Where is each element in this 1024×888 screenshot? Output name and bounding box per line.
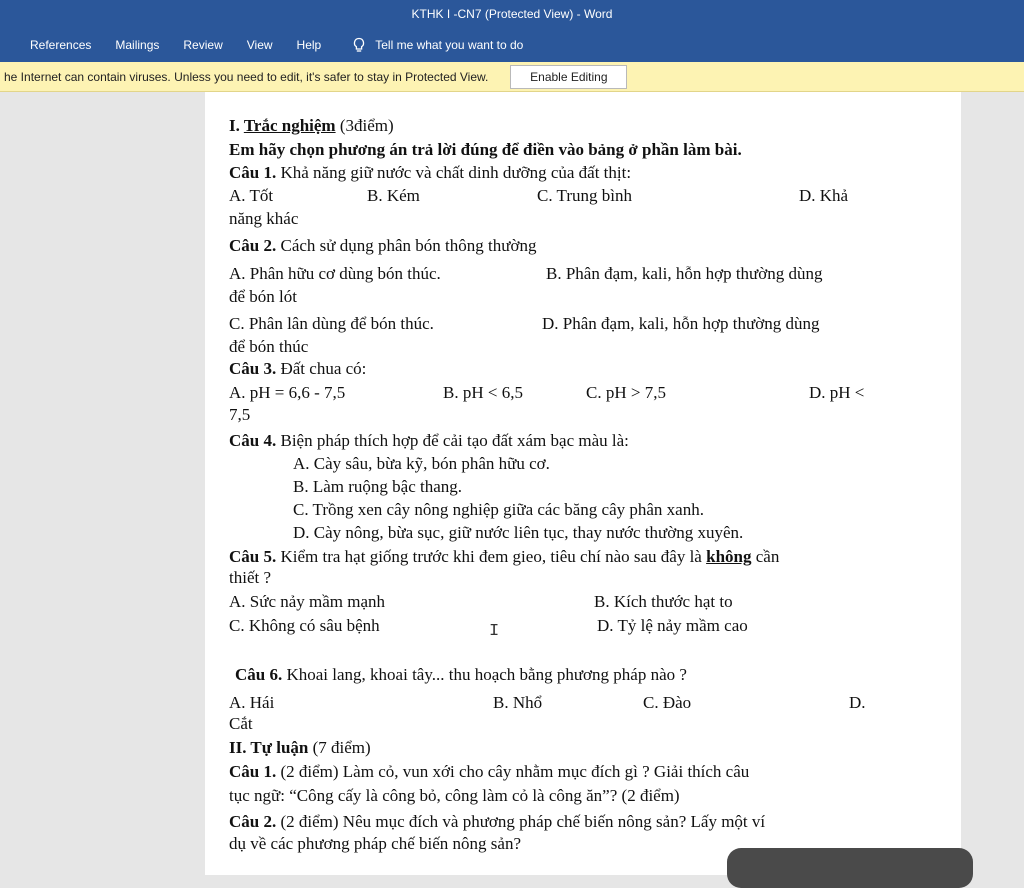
tell-me-search[interactable] <box>351 37 523 53</box>
q5-text-before: Kiểm tra hạt giống trước khi đem gieo, tiêu chí nào sau đây là <box>280 547 702 566</box>
q3-option-d: D. pH < <box>809 383 865 402</box>
q4-option-b: B. Làm ruộng bậc thang. <box>293 477 463 496</box>
q2-option-b-cont: để bón lót <box>229 287 297 306</box>
q4-option-c: C. Trồng xen cây nông nghiệp giữa các băng cây phân xanh. <box>293 500 704 519</box>
floating-overlay-pill <box>727 848 973 888</box>
essay-1-stem <box>229 762 749 782</box>
q5-stem <box>229 547 779 567</box>
q5-stem-cont: thiết ? <box>229 568 272 587</box>
tab-review[interactable]: Review <box>183 38 223 52</box>
section-2-title: II. Tự luận <box>229 738 309 757</box>
tab-mailings[interactable]: Mailings <box>115 38 160 52</box>
q4-label: Câu 4. <box>229 431 277 450</box>
q1-option-d: D. Khả <box>799 186 849 205</box>
q4-option-d: D. Cày nông, bừa sục, giữ nước liên tục, thay nước thường xuyên. <box>293 523 744 542</box>
q3-option-c: C. pH > 7,5 <box>586 383 666 402</box>
q3-label: Câu 3. <box>229 359 277 378</box>
q2-option-d-cont: để bón thúc <box>229 337 309 356</box>
q2-option-b: B. Phân đạm, kali, hỗn hợp thường dùng <box>546 264 823 283</box>
q3-stem <box>229 359 366 379</box>
ribbon-tab-bar <box>0 28 1024 62</box>
q5-text-emphasis: không <box>706 547 752 566</box>
essay-1-text: (2 điểm) Làm cỏ, vun xới cho cây nhằm mục đích gì ? Giải thích câu <box>276 762 750 781</box>
q6-label: Câu 6. <box>235 665 283 684</box>
essay-1-label: Câu 1. <box>229 762 277 781</box>
protected-view-bar <box>0 62 1024 92</box>
q1-label: Câu 1. <box>229 163 277 182</box>
q2-text: Cách sử dụng phân bón thông thường <box>280 236 537 255</box>
instruction: Em hãy chọn phương án trả lời đúng để điền vào bảng ở phần làm bài. <box>229 140 742 159</box>
q1-text: Khả năng giữ nước và chất dinh dưỡng của đất thịt: <box>280 163 632 182</box>
q1-option-c: C. Trung bình <box>537 186 632 205</box>
section-2-heading <box>229 738 371 758</box>
essay-2-stem <box>229 812 765 832</box>
q3-option-d-cont: 7,5 <box>229 405 251 424</box>
q6-option-a: A. Hái <box>229 693 275 712</box>
q1-option-a: A. Tốt <box>229 186 274 205</box>
tab-view[interactable]: View <box>246 38 273 52</box>
q5-label: Câu 5. <box>229 547 277 566</box>
q5-option-d: D. Tỷ lệ nảy mầm cao <box>597 616 748 635</box>
section-1-title: Trắc nghiệm <box>243 116 336 135</box>
q2-stem <box>229 236 536 256</box>
q2-option-a: A. Phân hữu cơ dùng bón thúc. <box>229 264 441 283</box>
essay-2-cont: dụ về các phương pháp chế biến nông sản? <box>229 834 521 853</box>
q6-option-c: C. Đào <box>643 693 692 712</box>
q5-text-after: cần <box>755 547 780 566</box>
q6-option-b: B. Nhổ <box>493 693 543 712</box>
document-page[interactable] <box>205 92 961 875</box>
window-title-bar <box>0 0 1024 28</box>
tab-references[interactable]: References <box>30 38 92 52</box>
essay-2-label: Câu 2. <box>229 812 277 831</box>
section-1-number: I. <box>229 116 240 135</box>
tab-help[interactable]: Help <box>296 38 322 52</box>
q3-option-a: A. pH = 6,6 - 7,5 <box>229 383 346 402</box>
window-title: KTHK I -CN7 (Protected View) - Word <box>411 7 613 21</box>
essay-1-cont: tục ngữ: “Công cấy là công bỏ, công làm cỏ là công ăn”? (2 điểm) <box>229 786 680 805</box>
section-1-points: (3điểm) <box>339 116 394 135</box>
q6-stem <box>235 665 687 685</box>
q2-label: Câu 2. <box>229 236 277 255</box>
q6-option-d-cont: Cắt <box>229 714 253 733</box>
text-cursor-icon: I <box>489 622 500 641</box>
q3-text: Đất chua có: <box>280 359 367 378</box>
section-2-points: (7 điểm) <box>312 738 371 757</box>
q5-option-b: B. Kích thước hạt to <box>594 592 733 611</box>
q2-option-c: C. Phân lân dùng để bón thúc. <box>229 314 434 333</box>
q3-option-b: B. pH < 6,5 <box>443 383 523 402</box>
enable-editing-button[interactable]: Enable Editing <box>510 65 627 89</box>
q2-option-d: D. Phân đạm, kali, hỗn hợp thường dùng <box>542 314 820 333</box>
protected-view-message: he Internet can contain viruses. Unless you need to edit, it's safer to stay in Protected View. <box>4 69 489 84</box>
q4-stem <box>229 431 629 451</box>
q1-option-b: B. Kém <box>367 186 420 205</box>
q4-text: Biện pháp thích hợp để cải tạo đất xám bạc màu là: <box>280 431 629 450</box>
essay-2-text: (2 điểm) Nêu mục đích và phương pháp chế biến nông sản? Lấy một ví <box>276 812 766 831</box>
section-1-heading <box>229 116 394 136</box>
q4-option-a: A. Cày sâu, bừa kỹ, bón phân hữu cơ. <box>293 454 550 473</box>
q1-stem <box>229 163 631 183</box>
q6-text: Khoai lang, khoai tây... thu hoạch bằng phương pháp nào ? <box>286 665 687 684</box>
q6-option-d: D. <box>849 693 866 712</box>
q5-option-c: C. Không có sâu bệnh <box>229 616 380 635</box>
q1-option-d-cont: năng khác <box>229 209 299 228</box>
lightbulb-icon <box>351 37 367 53</box>
tell-me-label: Tell me what you want to do <box>375 38 524 52</box>
q5-option-a: A. Sức nảy mầm mạnh <box>229 592 386 611</box>
